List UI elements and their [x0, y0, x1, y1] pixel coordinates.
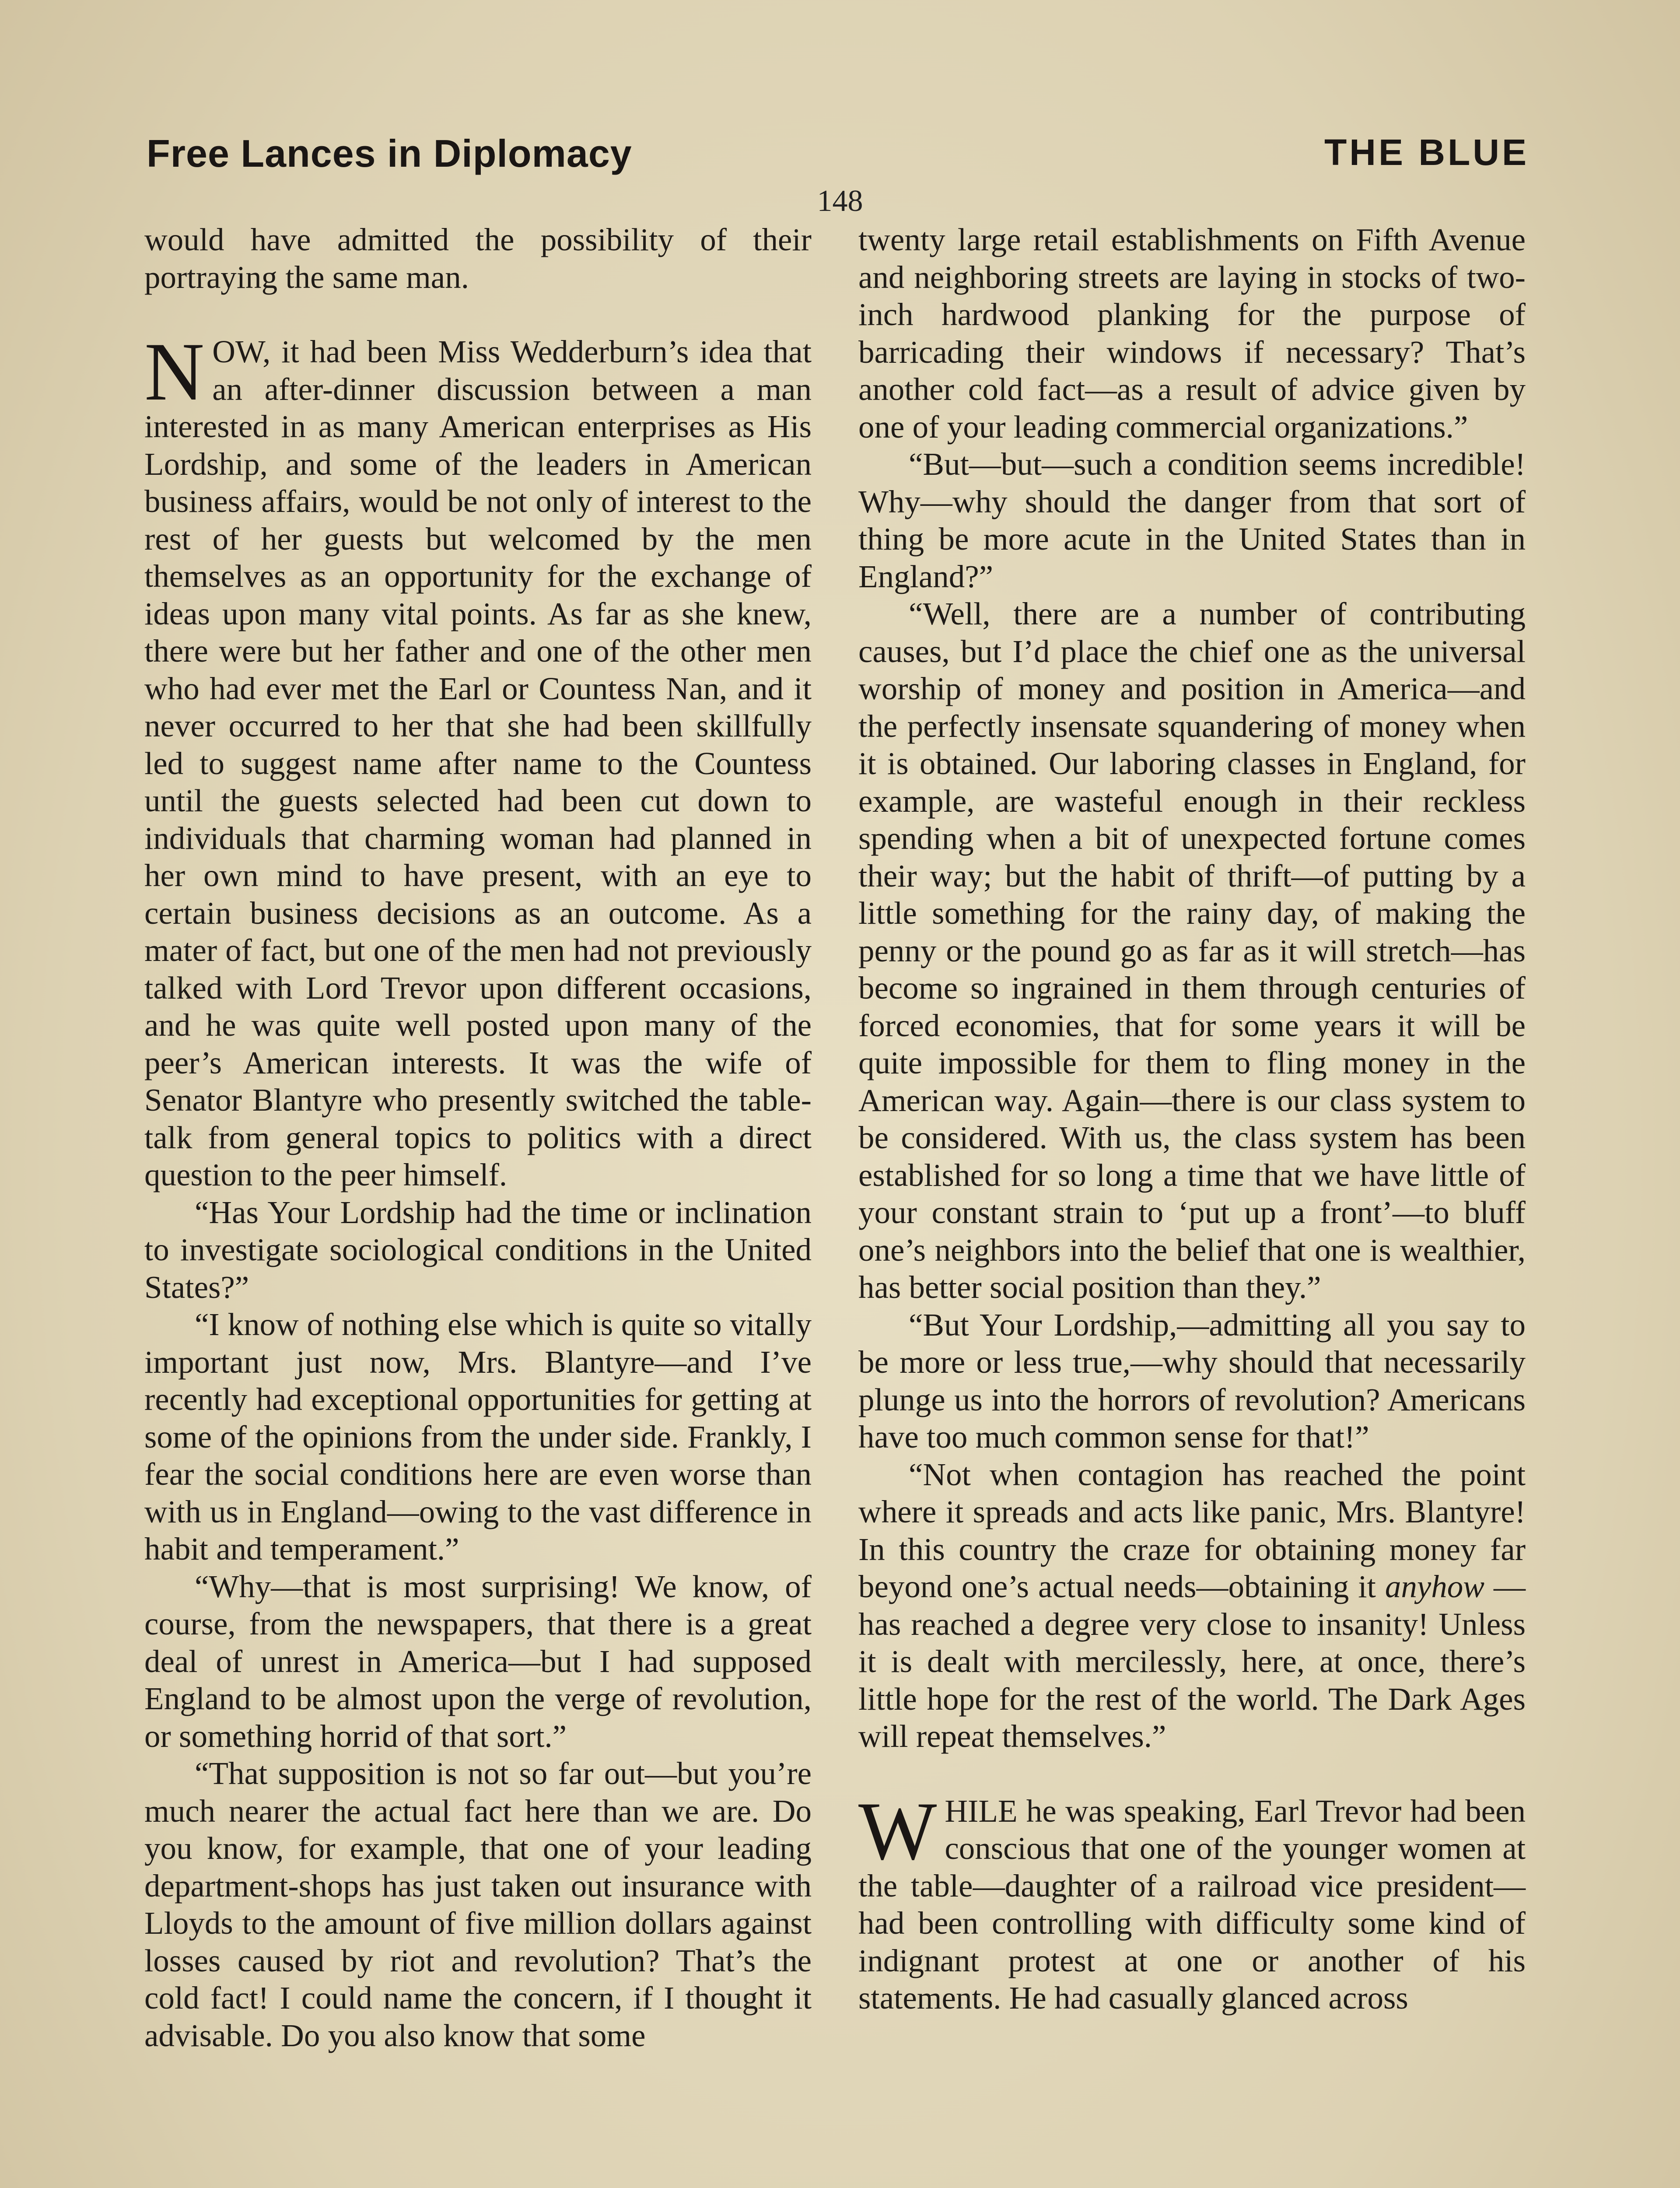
running-title: Free Lances in Diplomacy	[147, 132, 632, 175]
paragraph: twenty large retail establishments on Fifth Avenue and neighboring streets are laying in stocks of two-inch hardwood planking for the purpose of barricading their windows if necessary? That’s another cold fact—as a result of advice given by one of your leading commercial organizations.”	[858, 222, 1526, 445]
paragraph-text: OW, it had been Miss Wedderburn’s idea that an after-dinner discussion between a man interested in as many American enterprises as His Lordship, and some of the leaders in American business affairs, would be not only of interest to the rest of her guests but welcomed by the men themselves as an opportunity for the exchange of ideas upon many vital points. As far as she knew, there were but her father and one of the other men who had ever met the Earl or Countess Nan, and it never occurred to her that she had been skillfully led to suggest name after name to the Countess until the guests selected had been cut down to individuals that charming woman had planned in her own mind to have present, with an eye to certain business decisions as an outcome. As a mater of fact, but one of the men had not previously talked with Lord Trevor upon different occasions, and he was quite well posted upon many of the peer’s American interests. It was the wife of Senator Blantyre who presently switched the table-talk from general topics to politics with a direct question to the peer himself.	[144, 334, 812, 1192]
left-column	[144, 221, 812, 2054]
page-number: 148	[817, 184, 863, 218]
paragraph: “But Your Lordship,—admitting all you say to be more or less true,—why should that necessarily plunge us into the horrors of revolution? Americans have too much common sense for that!”	[858, 1307, 1526, 1455]
paragraph-with-dropcap	[858, 1785, 1526, 2017]
paragraph-text-end: — has reached a degree very close to insanity! Unless it is dealt with mercilessly, here, at once, there’s little hope for the rest of the world. The Dark Ages will repeat themselves.”	[858, 1569, 1526, 1754]
paragraph	[858, 1456, 1526, 1755]
paragraph-with-dropcap	[144, 326, 812, 1194]
paragraph: “That supposition is not so far out—but you’re much nearer the actual fact here than we are. Do you know, for example, that one of your leading department-shops has just taken out insurance with Lloyds to the amount of five million dollars against losses caused by riot and revolution? That’s the cold fact! I could name the concern, if I thought it advisable. Do you also know that some	[144, 1756, 812, 2053]
paragraph: “Well, there are a number of contributing causes, but I’d place the chief one as the universal worship of money and position in America—and the perfectly insensate squandering of money when it is obtained. Our laboring classes in England, for example, are wasteful enough in their reckless spending when a bit of unexpected fortune comes their way; but the habit of thrift—of putting by a little something for the rainy day, of making the penny or the pound go as far as it will stretch—has become so ingrained in them through centuries of forced economies, that for some years it will be quite impossible for them to fling money in the American way. Again—there is our class system to be considered. With us, the class system has been established for so long a time that we have little of your constant strain to ‘put up a front’—to bluff one’s neighbors into the belief that one is wealthier, has better social position than they.”	[858, 596, 1526, 1305]
drop-cap: W	[858, 1785, 937, 1877]
paragraph: “Has Your Lordship had the time or inclination to investigate sociological conditions in the United States?”	[144, 1194, 812, 1305]
paragraph: “Why—that is most surprising! We know, of course, from the newspapers, that there is a great deal of unrest in America—but I had supposed England to be almost upon the verge of revolution, or something horrid of that sort.”	[144, 1568, 812, 1754]
drop-cap: N	[144, 326, 205, 418]
paragraph-text: HILE he was speaking, Earl Trevor had been conscious that one of the younger women at the table—daughter of a railroad vice president—had been controlling with difficulty some kind of indignant protest at one or another of his statements. He had casually glanced across	[858, 1793, 1526, 2016]
italic-word: anyhow	[1385, 1569, 1484, 1604]
paragraph: “I know of nothing else which is quite so vitally important just now, Mrs. Blantyre—and I’ve recently had exceptional opportunities for getting at some of the opinions from the under side. Frankly, I fear the social conditions here are even worse than with us in England—owing to the vast difference in habit and temperament.”	[144, 1307, 812, 1567]
paragraph: would have admitted the possibility of their portraying the same man.	[144, 222, 812, 295]
magazine-name: THE BLUE	[1324, 132, 1529, 173]
right-column	[858, 221, 1526, 2017]
paragraph-text-start: “Not when contagion has reached the point where it spreads and acts like panic, Mrs. Blantyre! In this country the craze for obtaining money far beyond one’s actual needs—obtaining it	[858, 1456, 1526, 1604]
paragraph: “But—but—such a condition seems incredible! Why—why should the danger from that sort of thing be more acute in the United States than in England?”	[858, 446, 1526, 594]
